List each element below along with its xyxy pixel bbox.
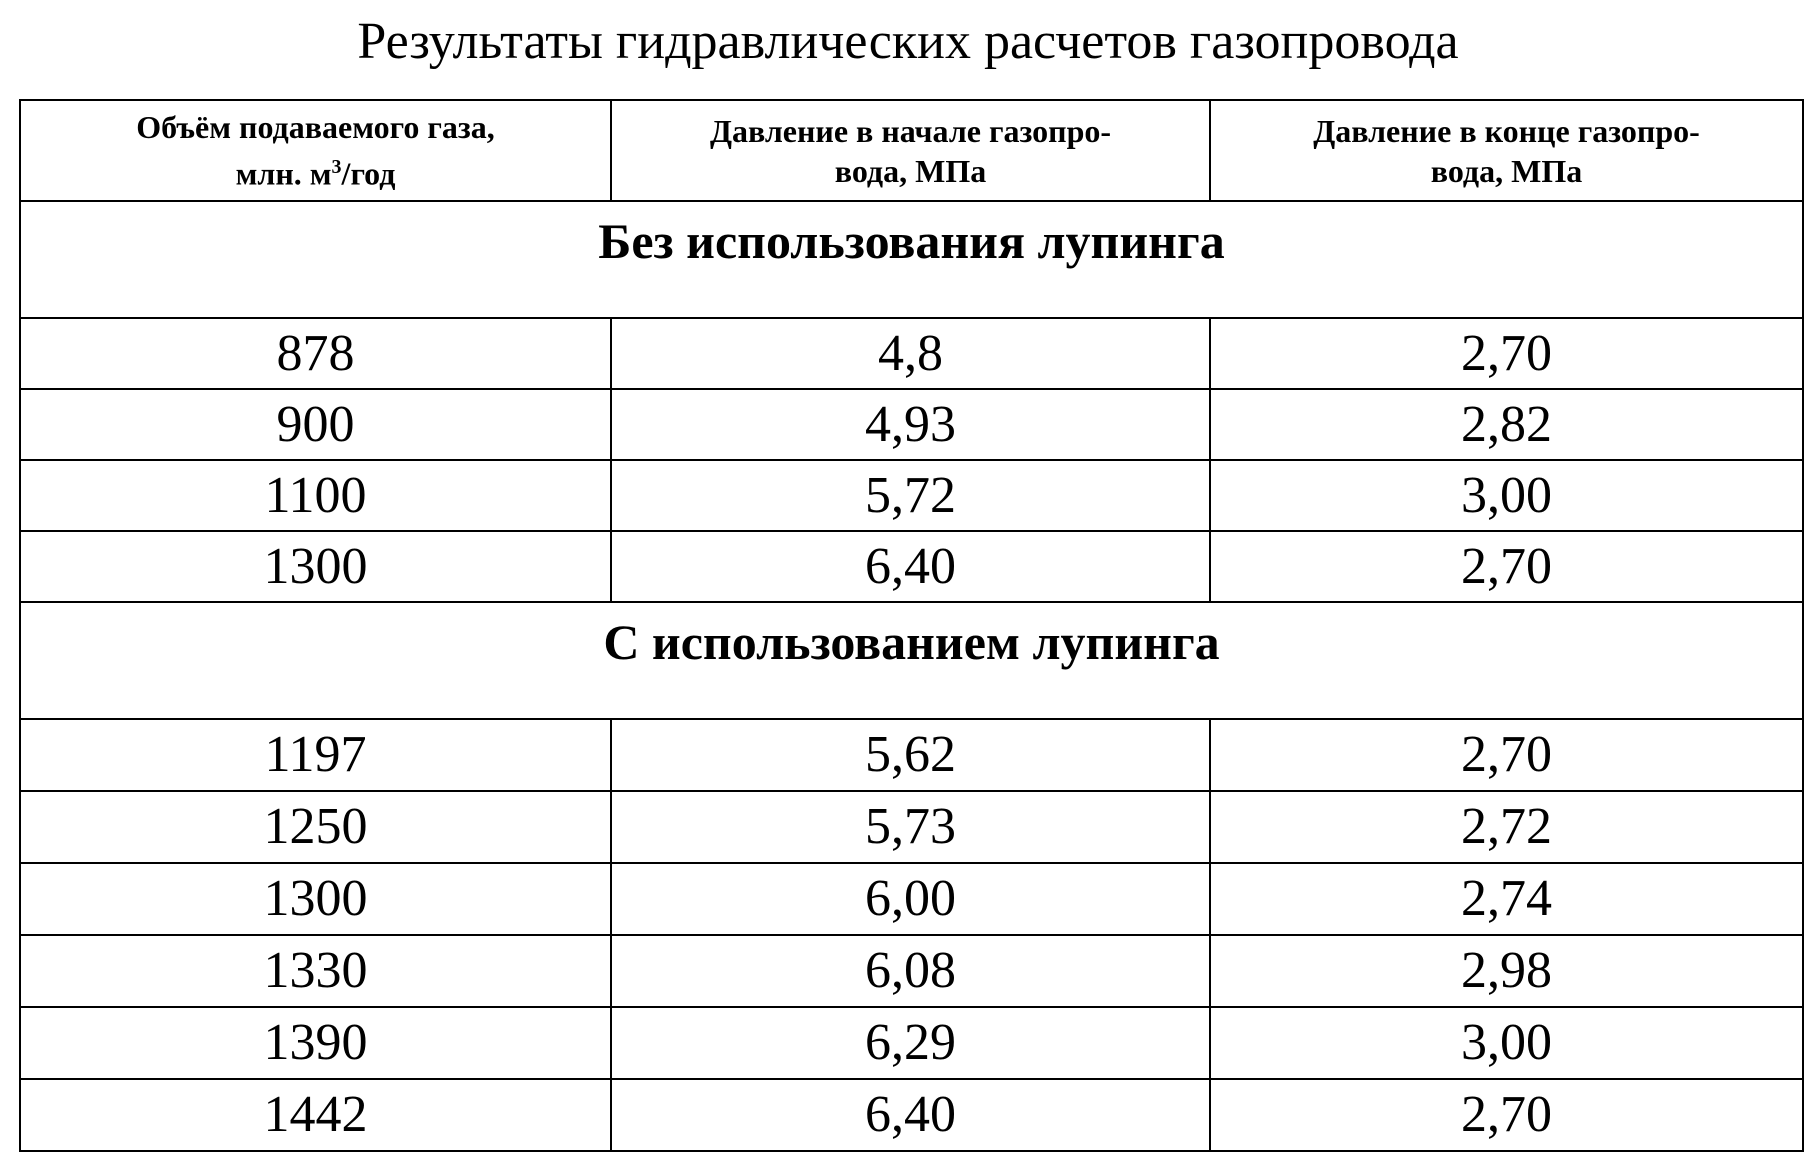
cell-start-pressure: 6,29 bbox=[611, 1007, 1210, 1079]
cell-end-pressure: 2,98 bbox=[1210, 935, 1803, 1007]
cell-end-pressure: 3,00 bbox=[1210, 460, 1803, 531]
cell-volume: 878 bbox=[20, 318, 611, 389]
cell-end-pressure: 2,72 bbox=[1210, 791, 1803, 863]
table-row bbox=[20, 719, 1803, 791]
cell-start-pressure: 6,08 bbox=[611, 935, 1210, 1007]
header-row bbox=[20, 100, 1803, 201]
header-text: /год bbox=[341, 155, 396, 192]
cell-volume: 1197 bbox=[20, 719, 611, 791]
table-row bbox=[20, 935, 1803, 1007]
cell-end-pressure: 2,70 bbox=[1210, 719, 1803, 791]
table-row bbox=[20, 460, 1803, 531]
table-row bbox=[20, 531, 1803, 602]
section-label: С использованием лупинга bbox=[20, 602, 1803, 719]
header-text: Давление в конце газопро- bbox=[1313, 112, 1700, 149]
cell-start-pressure: 6,40 bbox=[611, 531, 1210, 602]
cell-end-pressure: 2,74 bbox=[1210, 863, 1803, 935]
header-text: вода, МПа bbox=[834, 152, 987, 189]
cell-volume: 900 bbox=[20, 389, 611, 460]
section-label: Без использования лупинга bbox=[20, 201, 1803, 318]
cell-start-pressure: 5,62 bbox=[611, 719, 1210, 791]
table-row bbox=[20, 791, 1803, 863]
section-row bbox=[20, 602, 1803, 719]
cell-volume: 1300 bbox=[20, 863, 611, 935]
table-row bbox=[20, 1079, 1803, 1151]
cell-start-pressure: 5,72 bbox=[611, 460, 1210, 531]
header-text: Объём подаваемого газа, bbox=[136, 109, 495, 146]
table-title: Результаты гидравлических расчетов газопровода bbox=[357, 13, 1459, 70]
cell-volume: 1100 bbox=[20, 460, 611, 531]
header-text: вода, МПа bbox=[1430, 152, 1583, 189]
cell-end-pressure: 3,00 bbox=[1210, 1007, 1803, 1079]
cell-volume: 1442 bbox=[20, 1079, 611, 1151]
section-row bbox=[20, 201, 1803, 318]
header-end-pressure bbox=[1210, 100, 1803, 201]
cell-volume: 1390 bbox=[20, 1007, 611, 1079]
cell-start-pressure: 5,73 bbox=[611, 791, 1210, 863]
table-row bbox=[20, 863, 1803, 935]
cell-start-pressure: 6,40 bbox=[611, 1079, 1210, 1151]
table-row bbox=[20, 1007, 1803, 1079]
cell-start-pressure: 6,00 bbox=[611, 863, 1210, 935]
cell-start-pressure: 4,93 bbox=[611, 389, 1210, 460]
header-volume bbox=[20, 100, 611, 201]
header-text: Давление в начале газопро- bbox=[709, 112, 1112, 149]
cell-volume: 1330 bbox=[20, 935, 611, 1007]
cell-volume: 1250 bbox=[20, 791, 611, 863]
table-row bbox=[20, 318, 1803, 389]
cell-end-pressure: 2,70 bbox=[1210, 1079, 1803, 1151]
header-start-pressure bbox=[611, 100, 1210, 201]
cell-end-pressure: 2,70 bbox=[1210, 318, 1803, 389]
cell-volume: 1300 bbox=[20, 531, 611, 602]
cell-end-pressure: 2,70 bbox=[1210, 531, 1803, 602]
cell-start-pressure: 4,8 bbox=[611, 318, 1210, 389]
cell-end-pressure: 2,82 bbox=[1210, 389, 1803, 460]
header-text: млн. м bbox=[235, 155, 332, 192]
results-table bbox=[19, 99, 1804, 1152]
header-sup: 3 bbox=[331, 156, 342, 179]
table-row bbox=[20, 389, 1803, 460]
